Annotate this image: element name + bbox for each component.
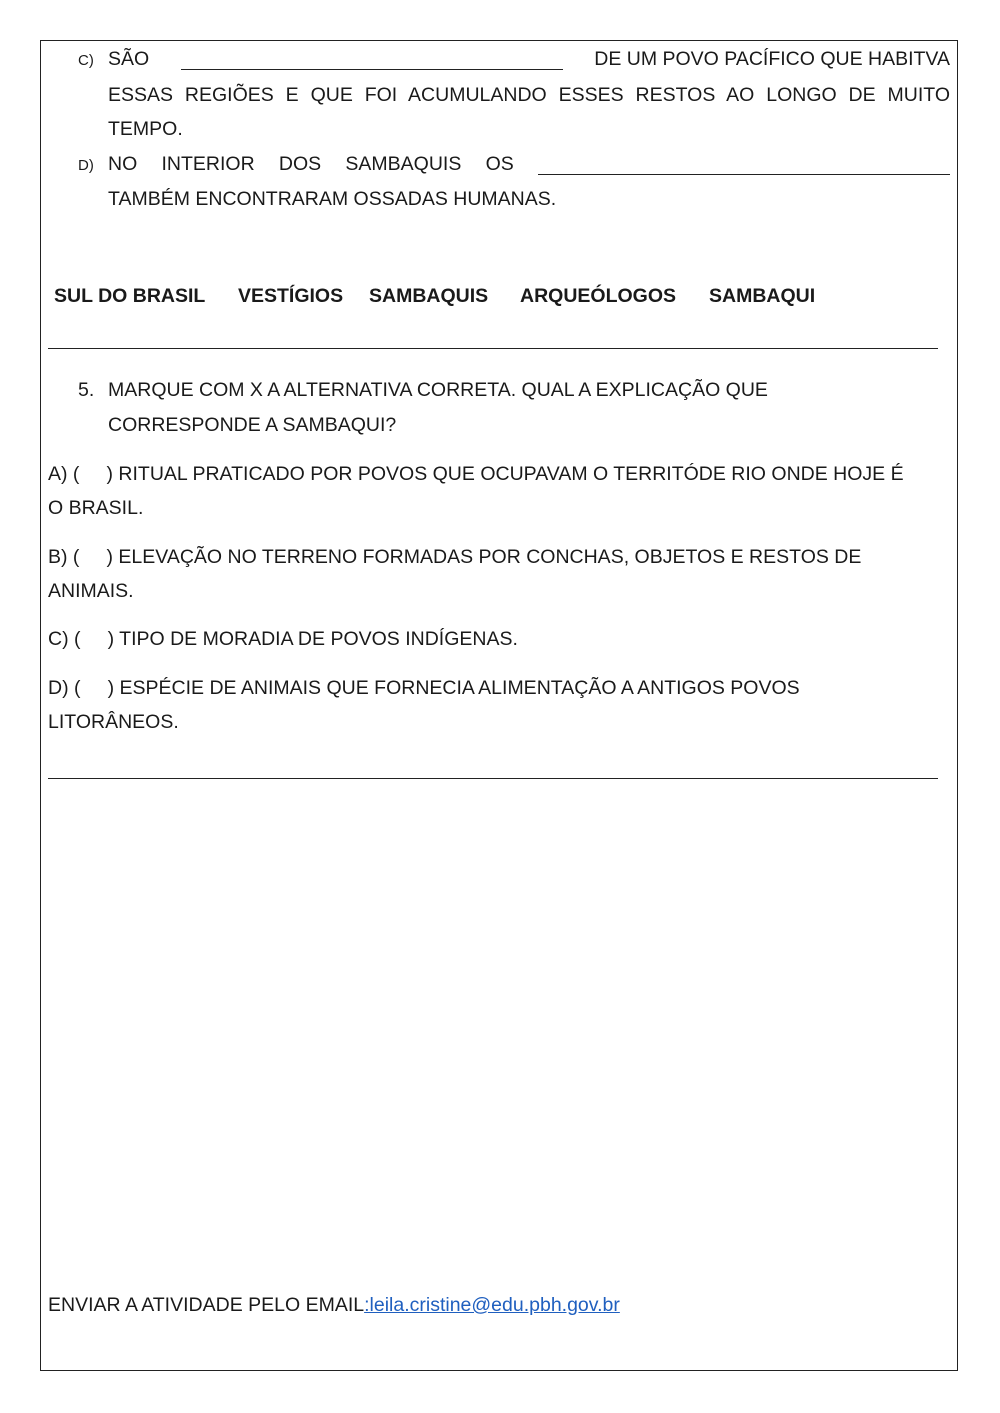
item-d-word: INTERIOR xyxy=(161,153,255,175)
option-checkbox[interactable]: ( ) xyxy=(72,463,113,485)
item-d-line1 xyxy=(108,155,950,175)
option-d xyxy=(48,679,800,699)
item-d-letter: D) xyxy=(78,157,94,174)
question-text-line1: MARQUE COM X A ALTERNATIVA CORRETA. QUAL A EXPLICAÇÃO QUE xyxy=(108,379,768,401)
item-d-word: NO xyxy=(108,153,138,175)
footer xyxy=(48,1296,620,1316)
option-checkbox[interactable]: ( ) xyxy=(74,628,115,650)
page-border xyxy=(40,40,958,1371)
item-c-letter: C) xyxy=(78,52,94,69)
word-bank-item: VESTÍGIOS xyxy=(238,285,344,307)
item-c-lead: SÃO xyxy=(108,48,150,70)
option-b-line2: ANIMAIS. xyxy=(48,580,134,602)
item-d-word: OS xyxy=(485,153,514,175)
option-text: ELEVAÇÃO NO TERRENO FORMADAS POR CONCHAS, OBJETOS E RESTOS DE xyxy=(118,546,862,568)
email-link[interactable]: :leila.cristine@edu.pbh.gov.br xyxy=(364,1294,620,1316)
question-number: 5. xyxy=(78,379,95,401)
item-d-blank[interactable] xyxy=(538,155,950,175)
word-bank-item: SUL DO BRASIL xyxy=(54,285,206,307)
option-text: RITUAL PRATICADO POR POVOS QUE OCUPAVAM O TERRITÓDE RIO ONDE HOJE É xyxy=(118,463,904,485)
footer-text: ENVIAR A ATIVIDADE PELO EMAIL xyxy=(48,1294,365,1316)
option-a xyxy=(48,465,904,485)
item-c-blank[interactable] xyxy=(181,50,563,70)
option-text: ESPÉCIE DE ANIMAIS QUE FORNECIA ALIMENTAÇÃO A ANTIGOS POVOS xyxy=(119,677,800,699)
item-c-line1 xyxy=(108,50,950,70)
option-d-line2: LITORÂNEOS. xyxy=(48,711,179,733)
option-label: B) xyxy=(48,546,68,568)
option-checkbox[interactable]: ( ) xyxy=(72,546,113,568)
item-d-line2: TAMBÉM ENCONTRARAM OSSADAS HUMANAS. xyxy=(108,188,557,210)
word-bank-item: ARQUEÓLOGOS xyxy=(520,285,677,307)
question-text-line2: CORRESPONDE A SAMBAQUI? xyxy=(108,414,397,436)
divider xyxy=(48,778,938,779)
option-label: C) xyxy=(48,628,69,650)
divider xyxy=(48,348,938,349)
option-label: D) xyxy=(48,677,69,699)
option-b xyxy=(48,548,861,568)
word-bank-item: SAMBAQUIS xyxy=(369,285,489,307)
item-c-tail: DE UM POVO PACÍFICO QUE HABITVA xyxy=(594,48,950,70)
option-c xyxy=(48,630,518,650)
item-c-line3: TEMPO. xyxy=(108,118,183,140)
item-d-word: DOS xyxy=(278,153,322,175)
option-label: A) xyxy=(48,463,68,485)
item-c-line2: ESSAS REGIÕES E QUE FOI ACUMULANDO ESSES RESTOS AO LONGO DE MUITO xyxy=(108,84,950,106)
word-bank-item: SAMBAQUI xyxy=(709,285,816,307)
option-a-line2: O BRASIL. xyxy=(48,497,144,519)
item-d-word: SAMBAQUIS xyxy=(345,153,462,175)
option-text: TIPO DE MORADIA DE POVOS INDÍGENAS. xyxy=(119,628,518,650)
option-checkbox[interactable]: ( ) xyxy=(74,677,115,699)
